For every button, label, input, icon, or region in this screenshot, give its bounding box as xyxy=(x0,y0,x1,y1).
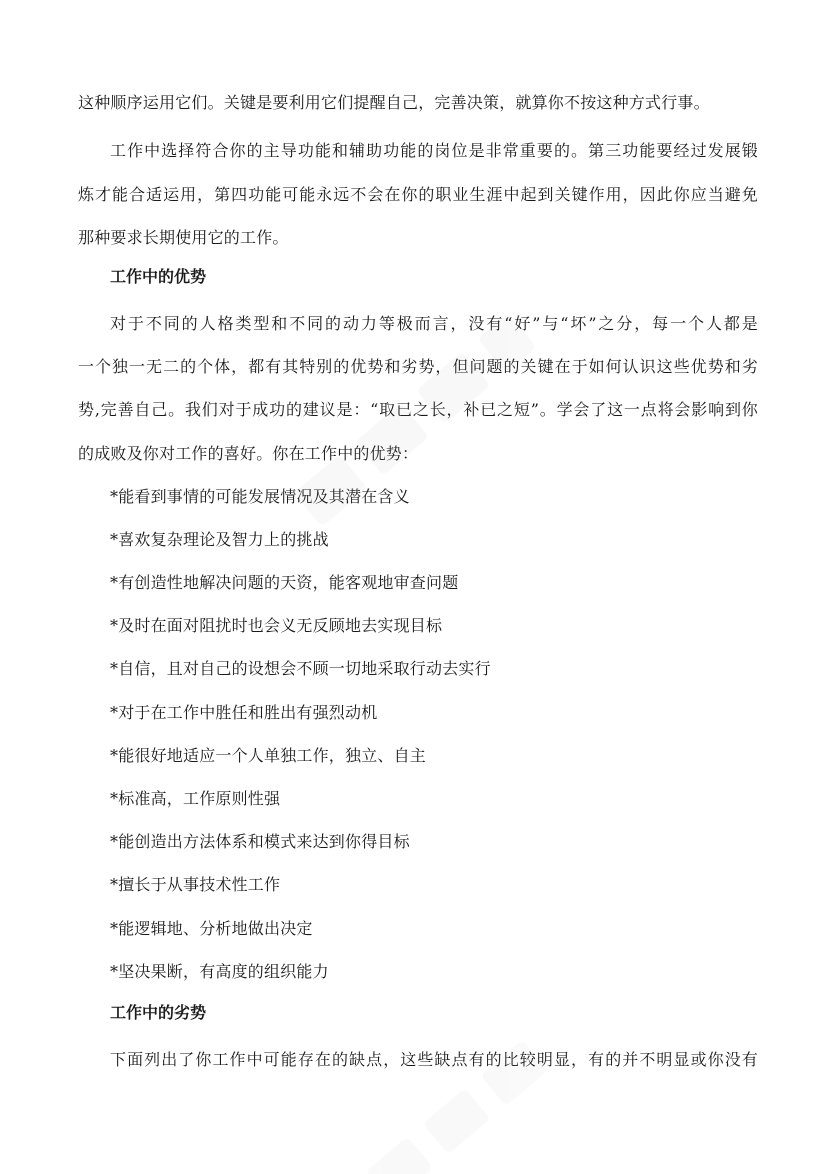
heading-weaknesses: 工作中的劣势 xyxy=(110,1003,207,1022)
paragraph-line: 炼才能合适运用，第四功能可能永远不会在你的职业生涯中起到关键作用，因此你应当避免 xyxy=(78,185,758,204)
strength-list-item: *能逻辑地、分析地做出决定 xyxy=(110,919,313,938)
paragraph-line: 工作中选择符合你的主导功能和辅助功能的岗位是非常重要的。第三功能要经过发展锻 xyxy=(110,141,758,160)
strength-list-item: *对于在工作中胜任和胜出有强烈动机 xyxy=(110,703,378,722)
strength-list-item: *及时在面对阻扰时也会义无反顾地去实现目标 xyxy=(110,616,443,635)
strength-list-item: *标准高，工作原则性强 xyxy=(110,789,281,808)
strength-list-item: *能很好地适应一个人单独工作，独立、自主 xyxy=(110,746,427,765)
paragraph-line: 的成败及你对工作的喜好。你在工作中的优势： xyxy=(78,444,419,463)
strength-list-item: *喜欢复杂理论及智力上的挑战 xyxy=(110,530,329,549)
strength-list-item: *有创造性地解决问题的天资，能客观地审查问题 xyxy=(110,573,459,592)
paragraph-line: 这种顺序运用它们。关键是要利用它们提醒自己，完善决策，就算你不按这种方式行事。 xyxy=(78,93,710,112)
strength-list-item: *能看到事情的可能发展情况及其潜在含义 xyxy=(110,487,410,506)
paragraph-line: 那种要求长期使用它的工作。 xyxy=(78,228,289,247)
strength-list-item: *擅长于从事技术性工作 xyxy=(110,875,281,894)
paragraph-line: 一个独一无二的个体，都有其特别的优势和劣势，但问题的关键在于如何认识这些优势和劣 xyxy=(78,357,758,376)
paragraph-line: 下面列出了你工作中可能存在的缺点，这些缺点有的比较明显，有的并不明显或你没有 xyxy=(110,1050,758,1069)
paragraph-line: 势,完善自己。我们对于成功的建议是：“取已之长，补已之短”。学会了这一点将会影响到你 xyxy=(78,400,758,419)
strength-list-item: *自信，且对自己的设想会不顾一切地采取行动去实行 xyxy=(110,659,491,678)
strength-list-item: *坚决果断，有高度的组织能力 xyxy=(110,962,329,981)
strength-list-item: *能创造出方法体系和模式来达到你得目标 xyxy=(110,832,410,851)
heading-strengths: 工作中的优势 xyxy=(110,267,207,286)
paragraph-line: 对于不同的人格类型和不同的动力等极而言，没有“好”与“坏”之分，每一个人都是 xyxy=(110,314,758,333)
